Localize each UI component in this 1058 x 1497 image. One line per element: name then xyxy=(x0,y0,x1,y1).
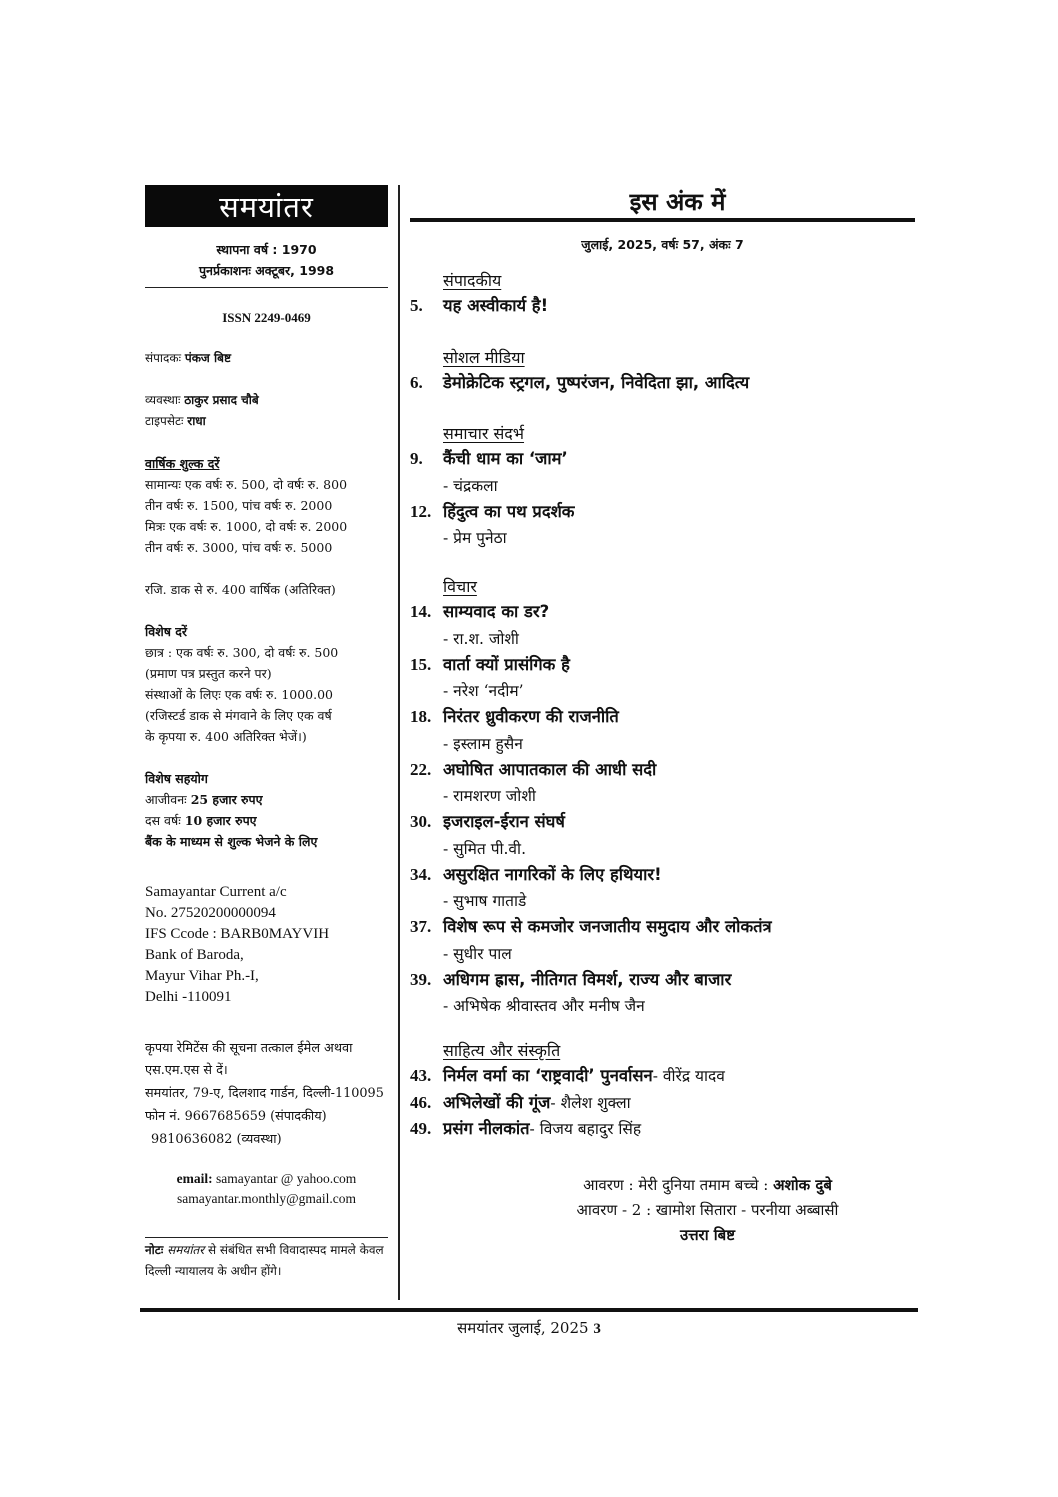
annual-rate-line: सामान्यः एक वर्षः रु. 500, दो वर्षः रु. 800 xyxy=(145,477,348,492)
article-title: अभिलेखों की गूंज xyxy=(443,1092,551,1112)
article-title: डेमोक्रेटिक स्ट्रगल, पुष्परंजन, निवेदिता झा, आदित्य xyxy=(443,372,750,392)
article-title: अधिगम ह्रास, नीतिगत विमर्श, राज्य और बाजार xyxy=(443,969,732,989)
bank-line: Bank of Baroda, xyxy=(145,947,244,963)
remittance-note: कृपया रेमिटेंस की सूचना तत्काल ईमेल अथवा एस.एम.एस से दें। xyxy=(145,1041,353,1078)
editor-name: पंकज बिष्ट xyxy=(184,351,231,365)
article-author: - नरेश ‘नदीम’ xyxy=(443,682,524,700)
toc-section-literature xyxy=(410,1039,915,1143)
toc-section-editorial xyxy=(410,269,915,320)
article-title: वार्ता क्यों प्रासंगिक है xyxy=(443,654,570,674)
article-author: - वीरेंद्र यादव xyxy=(652,1067,725,1085)
article-title: निरंतर ध्रुवीकरण की राजनीति xyxy=(443,707,619,726)
toc-item[interactable] xyxy=(410,757,915,784)
founded-year: स्थापना वर्ष : 1970 xyxy=(216,242,317,257)
email-address[interactable]: samayantar.monthly@gmail.com xyxy=(177,1191,356,1206)
toc-item[interactable] xyxy=(410,446,915,473)
page-number: 30. xyxy=(410,812,432,831)
page-number: 34. xyxy=(410,864,432,884)
toc-item[interactable] xyxy=(410,914,915,941)
toc-item[interactable] xyxy=(410,370,915,397)
cover2-credit: आवरण - 2 : खामोश सितारा - परनीया अब्बासी xyxy=(576,1200,839,1219)
toc-item[interactable] xyxy=(410,809,915,836)
page-number: 43. xyxy=(410,1066,432,1085)
article-author: - शैलेश शुक्ला xyxy=(550,1093,631,1112)
toc-item[interactable] xyxy=(410,499,915,526)
bank-line: Samayantar Current a/c xyxy=(145,884,287,900)
page-number: 9. xyxy=(410,449,423,468)
footer-rule xyxy=(140,1308,918,1312)
section-category: विचार xyxy=(443,577,477,596)
founding-info xyxy=(145,239,388,281)
phone-management: 9810636082 (व्यवस्था) xyxy=(151,1132,282,1147)
divider xyxy=(145,1237,388,1238)
bank-line: Delhi -110091 xyxy=(145,989,232,1005)
designer-name: उत्तरा बिष्ट xyxy=(679,1225,736,1244)
editor-label: संपादकः xyxy=(145,351,182,365)
masthead-title: समयांतर xyxy=(145,185,388,227)
page-number: 18. xyxy=(410,707,432,726)
page-number: 3 xyxy=(593,1321,601,1337)
divider xyxy=(410,218,915,222)
article-title: हिंदुत्व का पथ प्रदर्शक xyxy=(443,501,575,521)
article-author: - चंद्रकला xyxy=(443,476,498,495)
legal-note xyxy=(145,1240,388,1282)
ten-year-line xyxy=(145,810,388,831)
email-address[interactable]: samayantar @ yahoo.com xyxy=(216,1171,357,1186)
toc-item[interactable] xyxy=(410,1063,915,1090)
masthead-column xyxy=(145,185,388,1282)
article-title: इजराइल-ईरान संघर्ष xyxy=(443,812,565,831)
issn: ISSN 2249-0469 xyxy=(222,310,311,325)
page-number: 6. xyxy=(410,372,423,392)
ten-year-label: दस वर्षः xyxy=(145,813,181,828)
registered-post-rate: रजि. डाक से रु. 400 वार्षिक (अतिरिक्त) xyxy=(145,582,336,597)
column-divider xyxy=(398,185,400,1300)
postal-address: समयांतर, 79-ए, दिलशाद गार्डन, दिल्ली-110095 xyxy=(145,1086,384,1101)
toc-section-social-media xyxy=(410,346,915,397)
manager-name: ठाकुर प्रसाद चौबे xyxy=(184,393,259,407)
relaunch-date: पुनर्प्रकाशनः अक्टूबर, 1998 xyxy=(198,263,335,278)
lifetime-line xyxy=(145,789,388,810)
article-title: विशेष रूप से कमजोर जनजातीय समुदाय और लोकतंत्र xyxy=(443,917,772,936)
page-number: 5. xyxy=(410,296,423,315)
special-rates-heading: विशेष दरें xyxy=(145,624,188,639)
article-author: - विजय बहादुर सिंह xyxy=(529,1120,642,1138)
toc-item[interactable] xyxy=(410,599,915,626)
article-title: अघोषित आपातकाल की आधी सदी xyxy=(443,759,657,779)
divider xyxy=(145,287,388,288)
article-author: - सुमित पी.वी. xyxy=(443,839,526,858)
page-number: 15. xyxy=(410,654,432,674)
design-credit xyxy=(500,1223,915,1248)
toc-item[interactable] xyxy=(410,862,915,889)
article-title: यह अस्वीकार्य है! xyxy=(443,296,549,315)
phone-editorial: फोन नं. 9667685659 (संपादकीय) xyxy=(145,1109,327,1124)
lifetime-value: 25 हजार रुपए xyxy=(190,792,263,807)
issue-info: जुलाई, 2025, वर्षः 57, अंकः 7 xyxy=(581,237,744,252)
article-title: असुरक्षित नागरिकों के लिए हथियार! xyxy=(443,864,662,884)
toc-title: इस अंक में xyxy=(629,188,726,216)
note-label: नोटः xyxy=(145,1243,164,1257)
typeset-line xyxy=(145,411,388,432)
article-author: - रा.श. जोशी xyxy=(443,629,519,648)
special-rate-line: संस्थाओं के लिएः एक वर्षः रु. 1000.00 xyxy=(145,687,334,702)
footer-text: समयांतर जुलाई, 2025 xyxy=(457,1319,594,1337)
section-category: साहित्य और संस्कृति xyxy=(443,1041,561,1060)
cover-label: आवरण : मेरी दुनिया तमाम बच्चे : xyxy=(583,1175,774,1194)
special-rate-line: के कृपया रु. 400 अतिरिक्त भेजें।) xyxy=(145,729,307,744)
page-number: 49. xyxy=(410,1119,432,1138)
ten-year-value: 10 हजार रुपए xyxy=(184,813,257,828)
bank-line: No. 27520200000094 xyxy=(145,905,276,921)
note-magazine-name: समयांतर xyxy=(167,1243,205,1257)
email-line-1 xyxy=(145,1169,388,1189)
toc-item[interactable] xyxy=(410,293,915,320)
article-title: साम्यवाद का डर? xyxy=(443,602,550,621)
lifetime-label: आजीवनः xyxy=(145,792,187,807)
manager-label: व्यवस्थाः xyxy=(145,393,181,407)
special-support-heading: विशेष सहयोग xyxy=(145,771,208,786)
email-label: email: xyxy=(176,1171,213,1186)
editor-line xyxy=(145,348,388,369)
article-title: प्रसंग नीलकांत xyxy=(443,1119,530,1138)
section-category: समाचार संदर्भ xyxy=(443,424,525,443)
cover-credits xyxy=(500,1173,915,1248)
page-footer xyxy=(140,1318,918,1338)
bank-line: IFS Ccode : BARB0MAYVIH xyxy=(145,926,330,942)
special-rate-line: (प्रमाण पत्र प्रस्तुत करने पर) xyxy=(145,666,272,681)
article-author: - सुधीर पाल xyxy=(443,944,512,963)
table-of-contents xyxy=(410,185,915,1248)
page-number: 12. xyxy=(410,501,432,521)
typeset-label: टाइपसेटः xyxy=(145,414,184,428)
page-number: 14. xyxy=(410,602,432,621)
article-title: निर्मल वर्मा का ‘राष्ट्रवादी’ पुनर्वासन xyxy=(443,1066,653,1085)
annual-rate-line: तीन वर्षः रु. 1500, पांच वर्षः रु. 2000 xyxy=(145,498,333,513)
toc-item[interactable] xyxy=(410,967,915,994)
manager-line xyxy=(145,390,388,411)
page-number: 37. xyxy=(410,917,432,936)
cover-artist: अशोक दुबे xyxy=(773,1175,832,1194)
article-title: कैंची धाम का ‘जाम’ xyxy=(443,449,568,468)
bank-transfer-heading: बैंक के माध्यम से शुल्क भेजने के लिए xyxy=(145,834,318,849)
annual-rates-heading: वार्षिक शुल्क दरें xyxy=(145,456,220,471)
article-author: - सुभाष गाताडे xyxy=(443,892,527,910)
annual-rate-line: मित्रः एक वर्षः रु. 1000, दो वर्षः रु. 2000 xyxy=(145,519,348,534)
page-number: 39. xyxy=(410,969,432,989)
typeset-name: राधा xyxy=(187,414,206,428)
bank-line: Mayur Vihar Ph.-I, xyxy=(145,968,259,984)
toc-item[interactable] xyxy=(410,704,915,731)
note-text: से संबंधित सभी विवादास्पद मामले केवल दिल्ली न्यायालय के अधीन होंगे। xyxy=(145,1243,384,1278)
article-author: - इस्लाम हुसैन xyxy=(443,734,523,753)
toc-item[interactable] xyxy=(410,652,915,679)
bank-details xyxy=(145,882,388,1008)
annual-rate-line: तीन वर्षः रु. 3000, पांच वर्षः रु. 5000 xyxy=(145,540,333,555)
toc-section-news xyxy=(410,422,915,551)
section-category: सोशल मीडिया xyxy=(443,347,525,367)
toc-item[interactable] xyxy=(410,1090,915,1117)
special-rate-line: छात्र : एक वर्षः रु. 300, दो वर्षः रु. 500 xyxy=(145,645,339,660)
article-author: - रामशरण जोशी xyxy=(443,787,536,805)
toc-item[interactable] xyxy=(410,1116,915,1143)
toc-section-views xyxy=(410,575,915,1019)
cover-credit xyxy=(500,1173,915,1198)
page-number: 46. xyxy=(410,1092,432,1112)
article-author: - प्रेम पुनेठा xyxy=(443,529,507,547)
page-number: 22. xyxy=(410,759,432,779)
special-rate-line: (रजिस्टर्ड डाक से मंगवाने के लिए एक वर्ष xyxy=(145,708,332,723)
section-category: संपादकीय xyxy=(443,271,502,290)
article-author: - अभिषेक श्रीवास्तव और मनीष जैन xyxy=(443,997,645,1015)
